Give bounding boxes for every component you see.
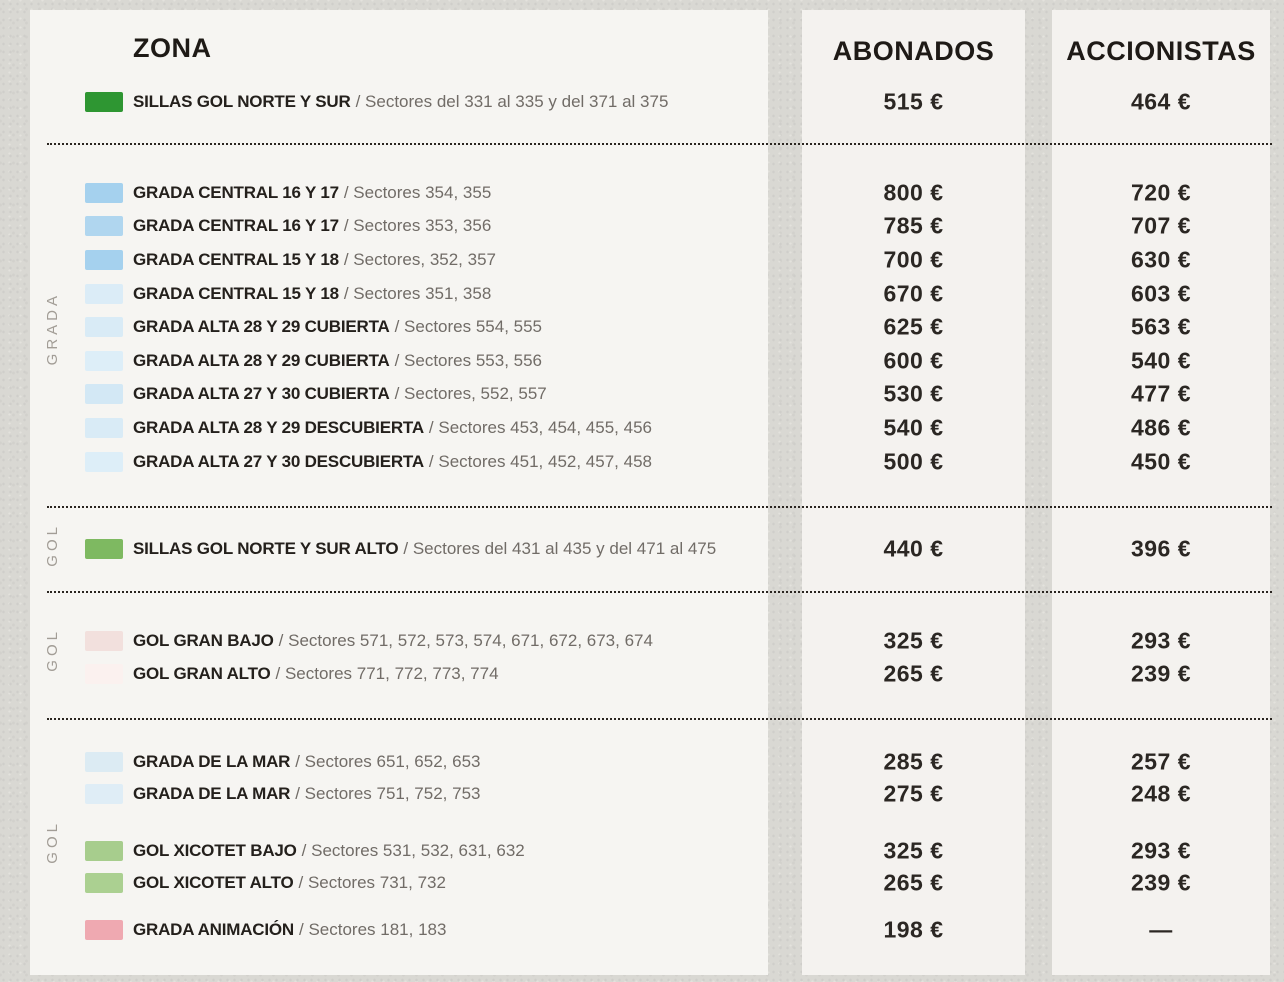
zone-color-swatch [85,351,123,371]
table-row [0,85,1284,119]
zone-sectors: / Sectores del 431 al 435 y del 471 al 475 [403,539,717,558]
zone-color-swatch [85,920,123,940]
zone-sectors: / Sectores 731, 732 [298,873,446,892]
dotted-separator [47,143,1272,145]
price-accionistas: 293 € [1130,837,1192,864]
dotted-separator [47,718,1272,720]
zone-color-swatch [85,752,123,772]
table-row [0,243,1284,277]
table-row [0,866,1284,900]
price-accionistas: — [1149,916,1173,943]
table-row [0,913,1284,947]
zone-sectors: / Sectores del 331 al 335 y del 371 al 375 [355,92,669,111]
zone-color-swatch [85,384,123,404]
zone-color-swatch [85,539,123,559]
zone-name: SILLAS GOL NORTE Y SUR ALTO [133,539,399,558]
price-abonados: 325 € [883,627,944,654]
zone-color-swatch [85,452,123,472]
zone-name: GRADA CENTRAL 15 Y 18 [133,284,339,303]
zone-sectors: / Sectores 351, 358 [343,284,492,303]
group-label-gol: GOL [44,523,61,567]
price-accionistas: 603 € [1130,280,1192,307]
table-row [0,344,1284,378]
zone-sectors: / Sectores 453, 454, 455, 456 [428,418,652,437]
price-abonados: 265 € [883,869,944,896]
price-accionistas: 239 € [1130,660,1192,687]
zone-color-swatch [85,250,123,270]
dotted-separator [47,591,1272,593]
zone-sectors: / Sectores 354, 355 [343,183,492,202]
zone-sectors: / Sectores 553, 556 [394,351,543,370]
zone-color-swatch [85,317,123,337]
zone-color-swatch [85,418,123,438]
price-abonados: 440 € [883,535,944,562]
zone-name: GOL GRAN BAJO [133,631,274,650]
table-row [0,310,1284,344]
zone-name: GRADA ALTA 28 Y 29 DESCUBIERTA [133,418,424,437]
price-abonados: 515 € [883,88,944,115]
zone-color-swatch [85,873,123,893]
zone-name: GRADA ALTA 28 Y 29 CUBIERTA [133,317,390,336]
price-accionistas: 720 € [1130,179,1192,206]
group-label-gol: GOL [44,820,61,864]
zone-name: GRADA ALTA 27 Y 30 DESCUBIERTA [133,452,424,471]
zone-color-swatch [85,183,123,203]
table-row [0,445,1284,479]
table-row [0,745,1284,779]
price-abonados: 325 € [883,837,944,864]
price-abonados: 785 € [883,212,944,239]
zone-color-swatch [85,664,123,684]
zone-sectors: / Sectores 751, 752, 753 [295,784,481,803]
dotted-separator [47,506,1272,508]
price-accionistas: 450 € [1130,448,1192,475]
price-accionistas: 293 € [1130,627,1192,654]
price-accionistas: 563 € [1130,313,1192,340]
zone-name: GOL XICOTET BAJO [133,841,297,860]
zone-name: GRADA ALTA 27 Y 30 CUBIERTA [133,384,390,403]
zone-color-swatch [85,284,123,304]
zone-name: GRADA DE LA MAR [133,784,291,803]
price-abonados: 600 € [883,347,944,374]
table-row [0,777,1284,811]
zone-panel-background [30,10,768,975]
price-accionistas: 540 € [1130,347,1192,374]
price-accionistas: 630 € [1130,246,1192,273]
price-accionistas: 239 € [1130,869,1192,896]
table-row [0,176,1284,210]
table-row [0,277,1284,311]
table-row [0,411,1284,445]
column-header-accionistas: ACCIONISTAS [1066,36,1256,66]
price-accionistas: 257 € [1130,748,1192,775]
price-abonados: 285 € [883,748,944,775]
table-row [0,834,1284,868]
price-abonados: 625 € [883,313,944,340]
zone-name: GOL XICOTET ALTO [133,873,294,892]
column-header-zona: ZONA [133,33,212,63]
zone-name: GRADA CENTRAL 16 Y 17 [133,183,339,202]
zone-sectors: / Sectores, 552, 557 [394,384,547,403]
price-accionistas: 486 € [1130,414,1192,441]
price-abonados: 275 € [883,780,944,807]
price-abonados: 800 € [883,179,944,206]
price-abonados: 540 € [883,414,944,441]
zone-name: GRADA CENTRAL 16 Y 17 [133,216,339,235]
table-row [0,532,1284,566]
group-label-gol: GOL [44,628,61,672]
zone-sectors: / Sectores 554, 555 [394,317,543,336]
accionistas-panel-background [1052,10,1270,975]
zone-name: SILLAS GOL NORTE Y SUR [133,92,351,111]
price-abonados: 198 € [883,916,944,943]
zone-sectors: / Sectores 651, 652, 653 [295,752,481,771]
price-abonados: 700 € [883,246,944,273]
abonados-panel-background [802,10,1025,975]
zone-name: GRADA ANIMACIÓN [133,920,295,939]
zone-sectors: / Sectores 531, 532, 631, 632 [301,841,525,860]
zone-name: GRADA ALTA 28 Y 29 CUBIERTA [133,351,390,370]
price-accionistas: 464 € [1130,88,1192,115]
table-row [0,377,1284,411]
zone-name: GRADA DE LA MAR [133,752,291,771]
zone-color-swatch [85,631,123,651]
zone-color-swatch [85,92,123,112]
price-abonados: 500 € [883,448,944,475]
zone-sectors: / Sectores 451, 452, 457, 458 [428,452,652,471]
zone-color-swatch [85,216,123,236]
table-row [0,209,1284,243]
group-label-grada: GRADA [44,292,61,366]
zone-color-swatch [85,784,123,804]
zone-sectors: / Sectores 771, 772, 773, 774 [275,664,499,683]
price-accionistas: 707 € [1130,212,1192,239]
price-abonados: 265 € [883,660,944,687]
zone-name: GRADA CENTRAL 15 Y 18 [133,250,339,269]
price-accionistas: 396 € [1130,535,1192,562]
zone-sectors: / Sectores, 352, 357 [343,250,496,269]
price-accionistas: 248 € [1130,780,1192,807]
price-abonados: 670 € [883,280,944,307]
table-row [0,657,1284,691]
zone-name: GOL GRAN ALTO [133,664,271,683]
price-abonados: 530 € [883,380,944,407]
table-row [0,624,1284,658]
column-header-abonados: ABONADOS [832,36,995,66]
price-accionistas: 477 € [1130,380,1192,407]
zone-sectors: / Sectores 571, 572, 573, 574, 671, 672, 673, 674 [278,631,653,650]
zone-color-swatch [85,841,123,861]
zone-sectors: / Sectores 353, 356 [343,216,492,235]
zone-sectors: / Sectores 181, 183 [299,920,447,939]
